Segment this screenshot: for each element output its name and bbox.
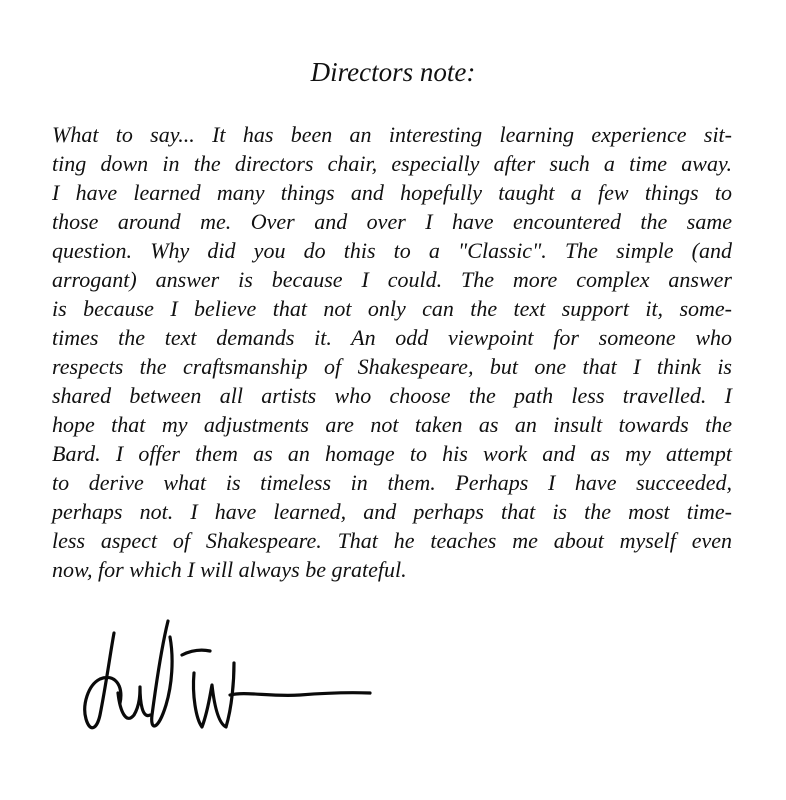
body-line-8: times the text demands it. An odd viewpoint for someone who — [52, 325, 732, 350]
signature-stroke-d — [85, 633, 121, 728]
body-line-9: respects the craftsmanship of Shakespeare, but one that I think is — [52, 354, 732, 379]
body-line-6: arrogant) answer is because I could. The more complex answer — [52, 267, 732, 292]
body-line-2: ting down in the directors chair, especially after such a time away. — [52, 151, 732, 176]
body-line-5: question. Why did you do this to a "Classic". The simple (and — [52, 238, 732, 263]
signature-stroke-cross — [182, 650, 210, 655]
body-line-13: to derive what is timeless in them. Perhaps I have succeeded, — [52, 470, 732, 495]
body-line-1: What to say... It has been an interesting learning experience sit- — [52, 122, 732, 147]
page-title: Directors note: — [310, 57, 476, 87]
body-line-14: perhaps not. I have learned, and perhaps that is the most time- — [52, 499, 732, 524]
signature-stroke-l — [152, 621, 172, 726]
body-line-3: I have learned many things and hopefully taught a few things to — [52, 180, 732, 205]
body-line-10: shared between all artists who choose the path less travelled. I — [52, 383, 732, 408]
signature-stroke-w — [193, 663, 234, 727]
signature-stroke-tail — [230, 693, 370, 696]
signature-stroke-u — [118, 687, 150, 718]
note-body — [52, 120, 732, 584]
body-line-12: Bard. I offer them as an homage to his work and as my attempt — [52, 441, 732, 466]
body-line-4: those around me. Over and over I have encountered the same — [52, 209, 732, 234]
signature — [70, 615, 380, 755]
body-line-7: is because I believe that not only can the text support it, some- — [52, 296, 732, 321]
body-line-16: now, for which I will always be grateful. — [52, 557, 407, 582]
body-line-15: less aspect of Shakespeare. That he teaches me about myself even — [52, 528, 732, 553]
body-line-11: hope that my adjustments are not taken as an insult towards the — [52, 412, 732, 437]
